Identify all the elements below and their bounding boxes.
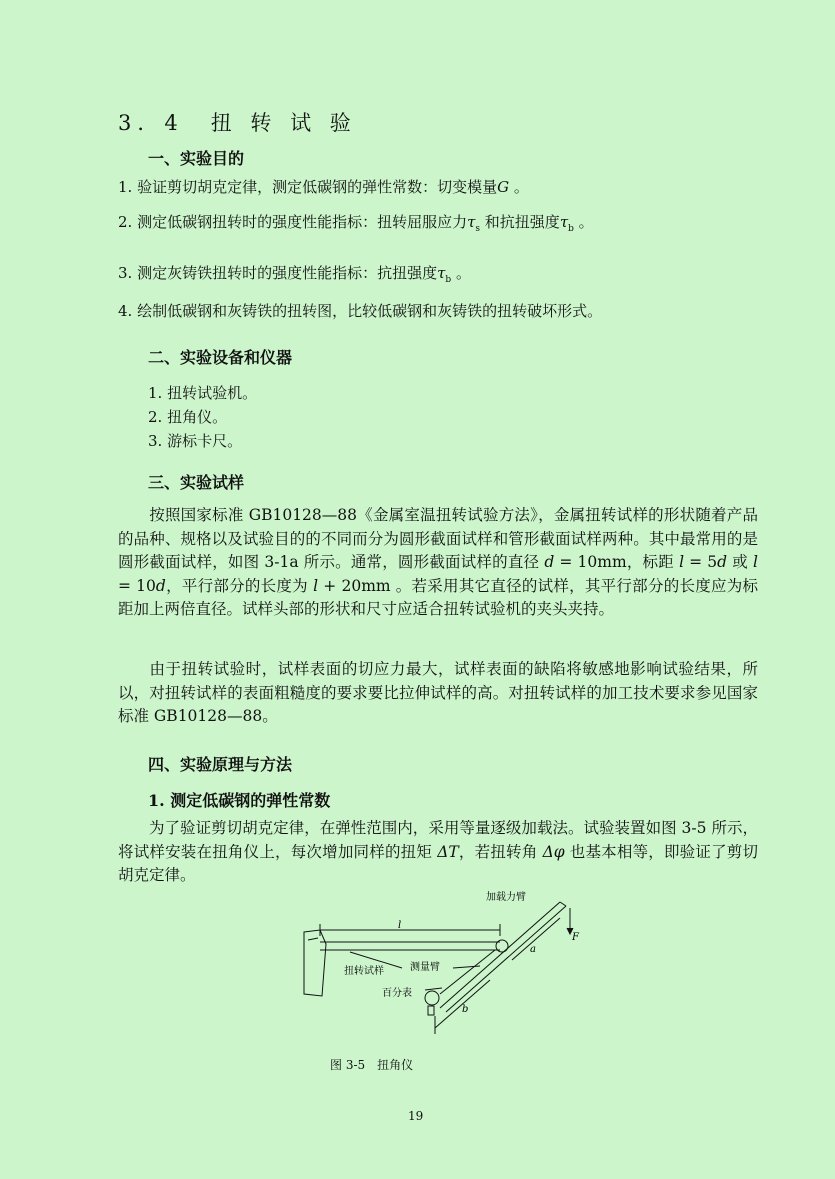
label-measuring-arm: 测量臂	[410, 962, 440, 973]
page-number: 19	[408, 1109, 424, 1123]
purpose-item-2: 2. 测定低碳钢扭转时的强度性能指标：扭转屈服应力$\tau_s$ 和抗扭强度$\tau_b$ 。	[118, 213, 594, 234]
equipment-item-1: 1. 扭转试验机。	[148, 384, 258, 402]
purpose-item-1: 1. 验证剪切胡克定律，测定低碳钢的弹性常数：切变模量G 。	[118, 178, 529, 196]
section-title: 3．4 扭 转 试 验	[118, 111, 357, 135]
principle-paragraph: 为了验证剪切胡克定律，在弹性范围内，采用等量逐级加载法。试验装置如图 3-5 所示，将试样安装在扭角仪上，每次增加同样的扭矩 ΔT，若扭转角 Δφ 也基本相等，即验证了剪切胡克定律。	[118, 819, 758, 884]
label-b: b	[462, 1004, 469, 1015]
torsion-meter-figure	[290, 888, 590, 1038]
purpose-item-3: 3. 测定灰铸铁扭转时的强度性能指标：抗扭强度$\tau_b$ 。	[118, 264, 471, 285]
heading-purpose: 一、实验目的	[148, 149, 245, 168]
heading-equipment: 二、实验设备和仪器	[148, 348, 293, 367]
label-dial-gauge: 百分表	[382, 988, 412, 999]
label-a: a	[530, 944, 536, 955]
purpose-item-4: 4. 绘制低碳钢和灰铸铁的扭转图，比较低碳钢和灰铸铁的扭转破坏形式。	[118, 302, 603, 320]
equipment-item-2: 2. 扭角仪。	[148, 408, 228, 426]
heading-specimen: 三、实验试样	[148, 473, 245, 492]
loading-arm-line-1	[440, 902, 560, 1008]
measuring-arm	[440, 950, 495, 994]
label-l: l	[398, 920, 402, 931]
dial-gauge-circle	[425, 991, 439, 1005]
clamp-shape	[304, 930, 326, 996]
equipment-item-3: 3. 游标卡尺。	[148, 432, 243, 450]
heading-principle: 四、实验原理与方法	[148, 755, 293, 774]
label-loading-arm: 加载力臂	[486, 892, 526, 903]
specimen-paragraph-2: 由于扭转试验时，试样表面的切应力最大，试样表面的缺陷将敏感地影响试验结果，所以，对扭转试样的表面粗糙度的要求要比拉伸试样的高。对扭转试样的加工技术要求参见国家标准 GB10128—88。	[118, 660, 758, 725]
hub-circle	[496, 940, 508, 952]
dimension-a-line	[512, 918, 560, 960]
subheading-elastic-constant: 1. 测定低碳钢的弹性常数	[148, 791, 331, 810]
loading-arm-line-2	[446, 906, 566, 1012]
figure-caption: 图 3-5 扭角仪	[330, 1058, 414, 1072]
label-F: F	[572, 932, 579, 943]
specimen-paragraph-1: 按照国家标准 GB10128—88《金属室温扭转试验方法》，金属扭转试样的形状随着产品的品种、规格以及试验目的的不同而分为圆形截面试样和管形截面试样两种。其中最常用的是圆形截面试样，如图 3-1a 所示。通常，圆形截面试样的直径 d = 10mm，标距 l = 5d 或 l = 10d，平行部分的长度为 l + 20mm 。若采用其它直径的试样，其平行部分的长度应为标距加上两倍直径。试样头部的形状和尺寸应适合扭转试验机的夹头夹持。	[118, 506, 759, 618]
dial-gauge-stem	[428, 1006, 434, 1015]
label-specimen: 扭转试样	[344, 966, 384, 977]
